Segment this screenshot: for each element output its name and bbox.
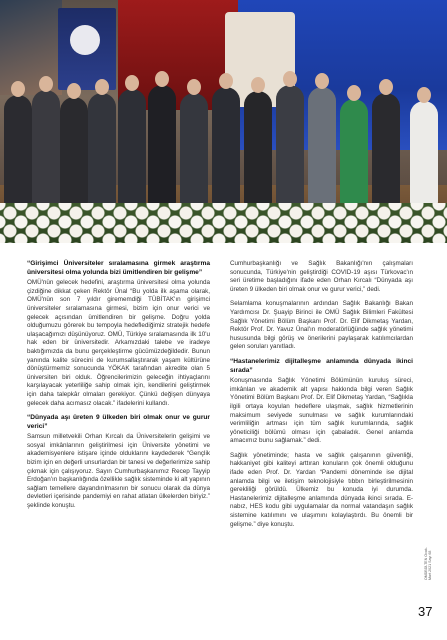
paragraph: Samsun milletvekili Orhan Kırcalı da Üniversitelerin gelişimi ve sosyal imkânlarının geliştirilmesi için Üniversite yönetimi ve akademisyenlere istişare içinde olduklarını kaydederek “Gençlik bizim için en değerli unsurlardan bir tanesi ve değerlerimize sahip çıkmak için çalışıyoruz. Sayın Cumhurbaşkanımız Recep Tayyip Erdoğan'ın başkanlığında özellikle sağlık sisteminde ki alt yapının sağlam temellere dayandırılmasının bir sonucu olarak da dünya devletleri içerisinde pandemiyi en rahat atlatan ülkelerden biriyiz.” şeklinde konuştu. bbox=[27, 433, 210, 510]
paragraph: Selamlama konuşmalarının ardından Sağlık Bakanlığı Bakan Yardımcısı Dr. Şuayip Birinci ile OMÜ Sağlık Bilimleri Fakültesi Sağlık Yönetimi Bölüm Başkanı Prof. Dr. Elif Dikmetaş Yardan, Rektör Prof. Dr. Yavuz Ünal'ın moderatörlüğünde sağlık yönetimi hususunda bilgi görüş ve önerilerini paylaşarak katılımcılardan gelen soruları yanıtladı. bbox=[230, 300, 413, 351]
person bbox=[308, 87, 336, 205]
person bbox=[118, 89, 146, 205]
flower-arrangement bbox=[0, 203, 447, 243]
person bbox=[410, 101, 438, 205]
university-logo-icon bbox=[70, 25, 100, 55]
paragraph: Sağlık yönetiminde; hasta ve sağlık çalışanının güvenliği, hakkaniyet gibi kaliteyi arttıran konuların çok önemli olduğunu ifade eden Prof. Dr. Yardan “Pandemi döneminde ise dijital anlamda bilgi ve iletişim teknolojisiyle tıbbın birleştirilmesinin gerekliliği görüldü. Ülkemiz bu konuda iyi durumda. Hastanelerimiz dijitalleşme anlamında dünyada ikinci sırada. E-nabız, HES kodu gibi uygulamalar da normal vatandaşın sağlık sistemine katılımını ve ulaşımını kolaylaştırdı. Bu önemli bir gelişme.” diye konuştu. bbox=[230, 451, 413, 528]
person bbox=[4, 95, 32, 205]
right-column bbox=[230, 260, 413, 535]
person bbox=[180, 93, 208, 205]
person bbox=[148, 85, 176, 205]
person bbox=[60, 97, 88, 205]
paragraph: OMÜ'nün gelecek hedefini, araştırma üniversitesi olma yolunda çizdiğine dikkat çeken Rektör Ünal “Bu yolda ilk aşama olarak, OMÜ'nün son 7 yıldır girememdiği TÜBİTAK'ın girişimci üniversiteler sıralamasına girmesi, bizim için onur verici ve gelecek açısından ümitlendiren bir gelişme. Doğru yolda olduğumuzu görerek bu tempoyla hedeflediğimiz stratejik hedefe ulaşacağımızı düşünüyoruz. OMÜ, Türkiye sıralamasında ilk 10'u hak eden bir üniversitedir. Arkamızdaki talebe ve iradeye baktığımızda da bunu gerçekleştirme gücümüzdeğildedir. Bunun yanında kalite sürecini de kurumsallaştırarak yaşam kültürüne dönüştürmemiz sonucunda YÖKAK tarafından akredite olan 5 üniversiten biri olduk. Öğrencilerimizin geleceğin ihtiyaçlarını karşılayacak yeterliliğe sahip olmak için, kendilerini geliştirmek için daha talepkâr olmaları gerekiyor. Çünkü değişen dünyaya gelecek daha acımasız olacak.” ifadelerini kullandı. bbox=[27, 279, 210, 407]
person bbox=[372, 93, 400, 205]
left-column bbox=[27, 260, 210, 517]
person bbox=[244, 91, 272, 205]
person bbox=[340, 99, 368, 205]
group-photo bbox=[0, 0, 447, 243]
article-body bbox=[0, 250, 447, 640]
issue-label: OMÜBÜLTEN Ocak-Mart 2021 Sayı 68 bbox=[424, 547, 432, 580]
person bbox=[276, 85, 304, 205]
person bbox=[212, 87, 240, 205]
page-number: 37 bbox=[418, 604, 433, 619]
section-heading: “Hastanelerimiz dijitalleşme anlamında dünyada ikinci sırada” bbox=[230, 357, 413, 374]
person bbox=[32, 90, 60, 205]
section-heading: “Girişimci Üniversiteler sıralamasına girmek araştırma üniversitesi olma yolunda bizi ümitlendiren bir gelişme” bbox=[27, 260, 210, 276]
paragraph: Cumhurbaşkanlığı ve Sağlık Bakanlığı'nın çalışmaları sonucunda, Türkiye'nin geliştirdiği COVID-19 aşısı Türkovac'ın seri üretime başladığını ifade eden Orhan Kırcalı “Dünyada aşı üreten 9 ülkeden biri olmak onur ve gurur verici,” dedi. bbox=[230, 260, 413, 293]
paragraph: Konuşmasında Sağlık Yönetimi Bölümünün kuruluş süreci, imkânları ve akademik alt yapısı hakkında bilgi veren Sağlık Yönetimi Bölüm Başkanı Prof. Dr. Elif Dikmetaş Yardan, “Sağlıkla ilgili ortaya koyulan hedeflere ulaşmak, sağlık hizmetlerinin maksimum seviyede sunulması ve sağlık kurumlarındaki verimliliğin artması için tüm sağlık kurumlarında, sağlık yöneticiliği bölümü olması için çabaladık. Genel anlamda amacımız bunu sağlamak.” dedi. bbox=[230, 377, 413, 445]
person bbox=[88, 93, 116, 205]
section-heading: “Dünyada aşı üreten 9 ülkeden biri olmak onur ve gurur verici” bbox=[27, 414, 210, 430]
